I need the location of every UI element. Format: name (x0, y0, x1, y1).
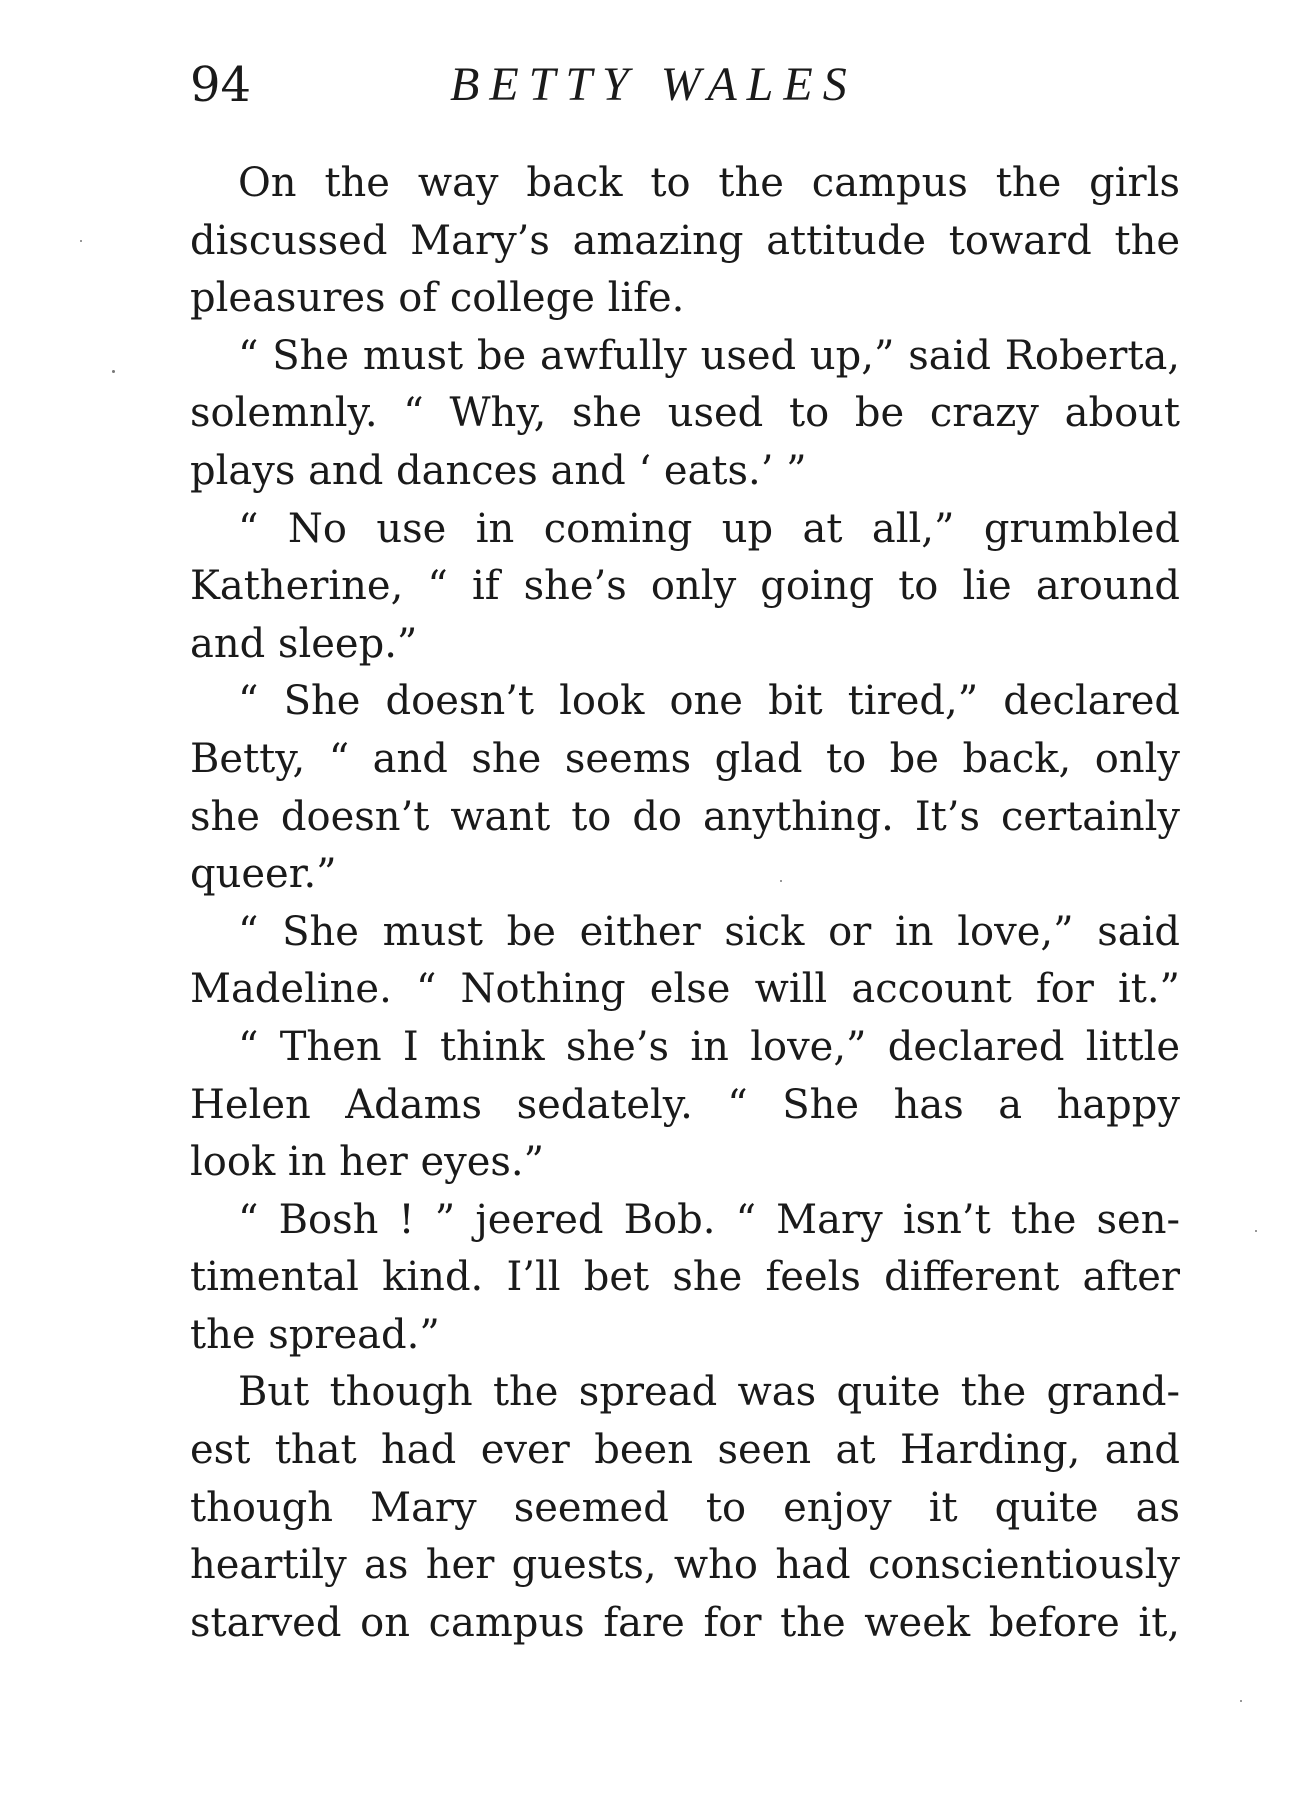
text-line: “ Then I think she’s in love,” declared little (238, 1023, 1180, 1070)
book-title: BETTY WALES (450, 58, 857, 111)
text-line: But though the spread was quite the grand- (238, 1369, 1180, 1416)
text-line: pleasures of college life. (190, 275, 685, 322)
body-text (190, 155, 1180, 1652)
text-line: the spread.” (190, 1311, 440, 1358)
text-line: plays and dances and ‘ eats.’ ” (190, 447, 807, 494)
text-line: Katherine, “ if she’s only going to lie around (190, 563, 1180, 610)
paper-speck (780, 880, 782, 882)
text-line: and sleep.” (190, 620, 418, 667)
text-line: On the way back to the campus the girls (238, 160, 1180, 206)
text-line: “ She must be either sick or in love,” said (238, 908, 1180, 955)
paragraph (190, 328, 1180, 501)
text-line: though Mary seemed to enjoy it quite as (190, 1484, 1180, 1531)
paragraph (190, 904, 1180, 1019)
paragraph (190, 501, 1180, 674)
text-line: heartily as her guests, who had conscientiously (190, 1542, 1180, 1589)
paper-speck (1255, 1230, 1257, 1232)
text-line: Madeline. “ Nothing else will account for it.” (190, 966, 1180, 1013)
text-line: “ She must be awfully used up,” said Roberta, (238, 332, 1180, 379)
text-line: she doesn’t want to do anything. It’s certainly (190, 793, 1180, 840)
text-line: discussed Mary’s amazing attitude toward the (190, 217, 1180, 264)
text-line: solemnly. “ Why, she used to be crazy about (190, 390, 1180, 437)
text-line: “ Bosh ! ” jeered Bob. “ Mary isn’t the sen- (238, 1196, 1180, 1243)
paper-speck (1240, 1700, 1242, 1702)
paragraph (190, 1364, 1180, 1652)
paragraph (190, 1019, 1180, 1192)
paper-speck (80, 240, 82, 242)
paragraph (190, 155, 1180, 328)
text-line: Helen Adams sedately. “ She has a happy (190, 1081, 1180, 1128)
paragraph (190, 1192, 1180, 1365)
text-line: queer.” (190, 851, 337, 898)
page-number: 94 (190, 57, 252, 113)
text-line: starved on campus fare for the week before it, (190, 1599, 1180, 1646)
text-line: look in her eyes.” (190, 1139, 545, 1186)
text-line: timental kind. I’ll bet she feels different after (190, 1254, 1180, 1301)
text-line: est that had ever been seen at Harding, and (190, 1427, 1180, 1474)
paper-speck (112, 370, 115, 373)
text-line: “ She doesn’t look one bit tired,” declared (238, 678, 1180, 725)
running-head (190, 50, 1190, 120)
text-line: Betty, “ and she seems glad to be back, only (190, 735, 1180, 782)
text-line: “ No use in coming up at all,” grumbled (238, 505, 1180, 552)
paragraph (190, 673, 1180, 903)
